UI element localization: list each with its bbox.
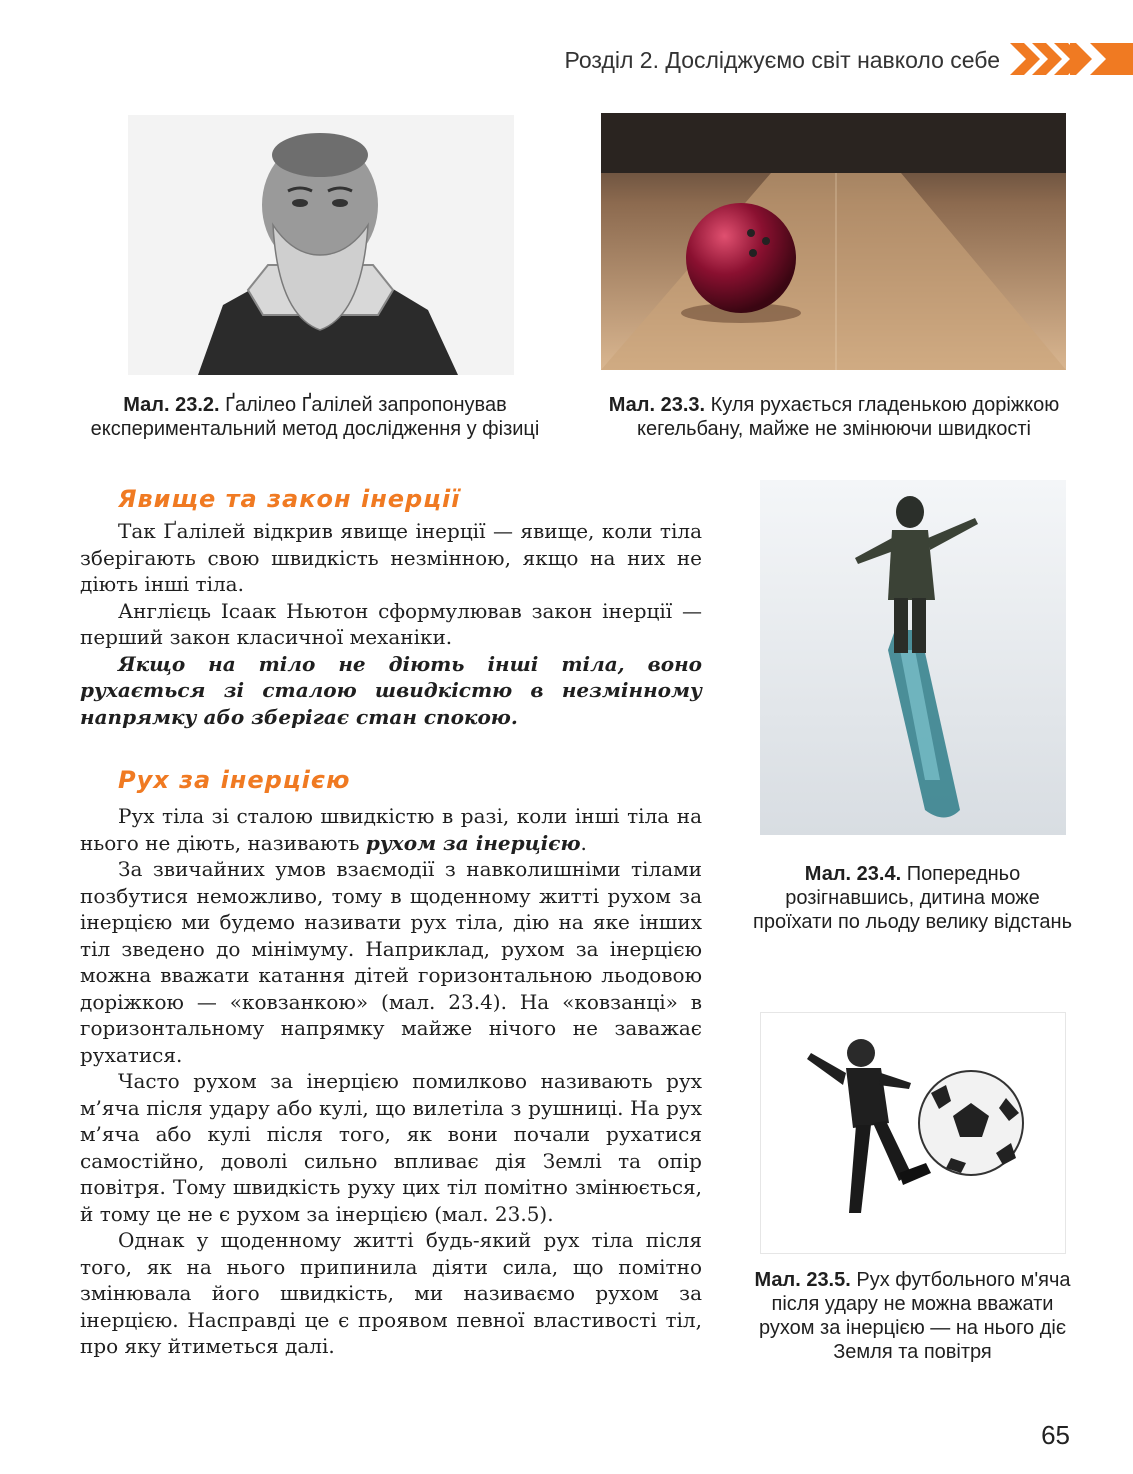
inertia-law-statement: Якщо на тіло не діють інші тіла, воно рухається зі сталою швидкістю в незмінному напрямку або зберігає стан спокою. (80, 651, 702, 729)
figure-label: Мал. 23.4. (804, 863, 902, 885)
term-inertial-motion: рухом за інерцією (365, 830, 581, 855)
football-kick-photo (760, 1012, 1066, 1254)
figure-caption-23-5 (750, 1268, 1075, 1364)
paragraph: Так Ґалілей відкрив явище інерції — явище, коли тіла зберігають свою швидкість незмінною, якщо на них не діють інші тіла. (80, 519, 702, 596)
paragraph-start: Рух тіла зі сталою швидкістю в разі, коли інші тіла на нього не діють, називають (80, 804, 702, 855)
caption-text: Ґалілео Ґалілей запропонував експериментальний метод дослідження у фізиці (90, 394, 540, 440)
paragraph-end: . (580, 830, 587, 855)
paragraph (80, 803, 702, 856)
figure-label: Мал. 23.3. (608, 394, 706, 416)
chevron-right-icon (1010, 43, 1133, 75)
section-inertial-motion-body (80, 803, 702, 1360)
bowling-photo (601, 113, 1066, 370)
figure-label: Мал. 23.5. (754, 1269, 851, 1291)
figure-caption-23-3 (595, 393, 1073, 441)
section-heading-inertia-law: Явище та закон інерції (118, 485, 461, 513)
paragraph: Однак у щоденному житті будь-який рух тіла після того, як на нього припинила діяти сила, що помітно змінювала його швидкість, ми називаємо рухом за інерцією. Насправді це є проявом певної властивості тіл, про яку йтиметься далі. (80, 1228, 702, 1358)
ice-slide-photo (760, 480, 1066, 835)
section-inertia-law-body (80, 518, 702, 730)
galileo-portrait (128, 115, 514, 375)
figure-caption-23-4 (750, 862, 1075, 934)
caption-text: Попередньо розігнавшись, дитина може проїхати по льоду велику відстань (753, 863, 1072, 933)
figure-label: Мал. 23.2. (123, 394, 220, 416)
paragraph: Англієць Ісаак Ньютон сформулював закон інерції — перший закон класичної механіки. (80, 598, 702, 649)
paragraph: Часто рухом за інерцією помилково називають рух м’яча після удару або кулі, що вилетіла з рушниці. На рух м’яча або кулі після того, як вони почали рухатися самостійно, доволі сильно впливає дія Землі та опір повітря. Тому швидкість руху цих тіл помітно змінюється, й тому це не є рухом за інерцією (мал. 23.5). (80, 1069, 702, 1226)
paragraph: За звичайних умов взаємодії з навколишніми тілами позбутися неможливо, тому в щоденному житті рухом за інерцією ми будемо називати рух тіла, дію на яке інших тіл зведено до мінімуму. Наприклад, рухом за інерцією можна вважати катання дітей горизонтальною льодовою доріжкою — «ковзанкою» (мал. 23.4). На «ковзанці» в горизонтальному напрямку майже нічого не заважає рухатися. (80, 857, 702, 1067)
caption-text: Куля рухається гладенькою доріжкою кегельбану, майже не змінюючи швидкості (637, 394, 1060, 440)
page-number: 65 (1041, 1420, 1070, 1450)
section-header: Розділ 2. Досліджуємо світ навколо себе (564, 47, 1000, 73)
section-heading-inertial-motion: Рух за інерцією (118, 766, 351, 794)
caption-text: Рух футбольного м'яча після удару не можна вважати рухом за інерцією — на нього діє Земля та повітря (758, 1269, 1071, 1363)
figure-caption-23-2 (80, 393, 550, 441)
